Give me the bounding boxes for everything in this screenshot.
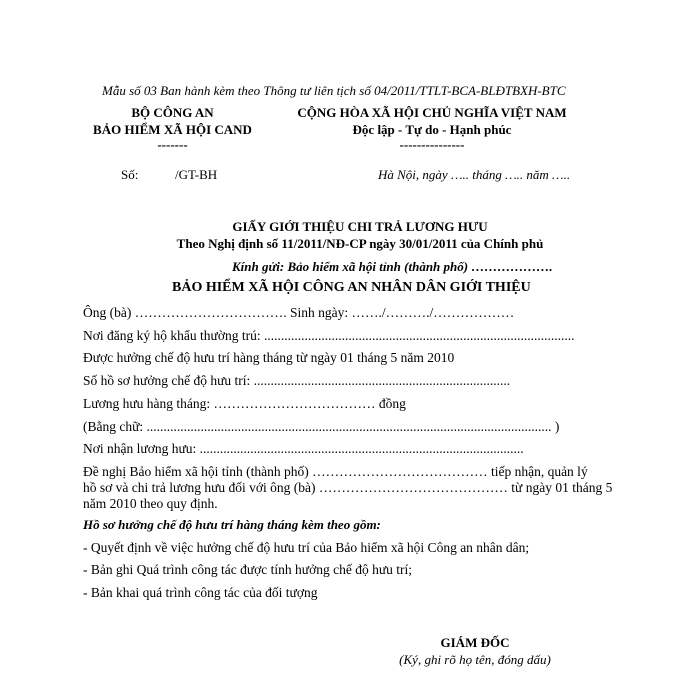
field-monthly-pension: Lương hưu hàng tháng: ……………………………… đồng xyxy=(83,396,406,411)
field-payment-place: Nơi nhận lương hưu: ................................................................................................ xyxy=(83,441,524,456)
request-line-3: năm 2010 theo quy định. xyxy=(83,496,218,511)
dossier-heading: Hồ sơ hưởng chế độ hưu trí hàng tháng kèm theo gồm: xyxy=(83,517,381,532)
signature-title: GIÁM ĐỐC xyxy=(440,635,510,650)
dossier-item: - Bản ghi Quá trình công tác được tính hưởng chế độ hưu trí; xyxy=(83,562,413,577)
ministry-name: BỘ CÔNG AN xyxy=(131,105,214,120)
request-line-1: Đề nghị Bảo hiểm xã hội tỉnh (thành phố) ………………………………… tiếp nhận, quản lý xyxy=(83,464,588,479)
left-header-rule: ------- xyxy=(157,137,188,152)
right-header-rule: --------------- xyxy=(399,137,465,152)
number-code: /GT-BH xyxy=(175,167,218,182)
field-file-number: Số hồ sơ hưởng chế độ hưu trí: ............................................................................ xyxy=(83,373,511,388)
national-motto: Độc lập - Tự do - Hạnh phúc xyxy=(352,122,512,137)
intro-line: BẢO HIỂM XÃ HỘI CÔNG AN NHÂN DÂN GIỚI THIỆU xyxy=(172,280,531,295)
recipient-line: Kính gửi: Bảo hiểm xã hội tỉnh (thành phố) ………………. xyxy=(232,259,553,274)
agency-name: BẢO HIỂM XÃ HỘI CAND xyxy=(93,122,252,137)
form-note: Mẫu số 03 Ban hành kèm theo Thông tư liên tịch số 04/2011/TTLT-BCA-BLĐTBXH-BTC xyxy=(102,83,566,98)
field-name-birthdate: Ông (bà) ……………………………. Sinh ngày: ……./………./……………… xyxy=(83,305,515,320)
document-title: GIẤY GIỚI THIỆU CHI TRẢ LƯƠNG HƯU xyxy=(232,219,488,234)
number-label: Số: xyxy=(121,167,139,182)
signature-note: (Ký, ghi rõ họ tên, đóng dấu) xyxy=(399,652,551,667)
field-entitlement: Được hưởng chế độ hưu trí hàng tháng từ ngày 01 tháng 5 năm 2010 xyxy=(83,350,455,365)
request-line-2: hồ sơ và chi trả lương hưu đối với ông (bà) …………………………………… từ ngày 01 tháng 5 xyxy=(83,480,613,495)
dossier-item: - Quyết định về việc hưởng chế độ hưu trí của Bảo hiểm xã hội Công an nhân dân; xyxy=(83,540,530,555)
field-amount-in-words: (Bằng chữ: ........................................................................................................................ ) xyxy=(83,419,560,434)
place-date: Hà Nội, ngày ….. tháng ….. năm ….. xyxy=(378,167,571,182)
dossier-item: - Bản khai quá trình công tác của đối tượng xyxy=(83,585,318,600)
field-residence: Nơi đăng ký hộ khẩu thường trú: ............................................................................................ xyxy=(83,328,575,343)
decree-reference: Theo Nghị định số 11/2011/NĐ-CP ngày 30/01/2011 của Chính phủ xyxy=(176,236,544,251)
country-name: CỘNG HÒA XÃ HỘI CHỦ NGHĨA VIỆT NAM xyxy=(297,105,567,120)
